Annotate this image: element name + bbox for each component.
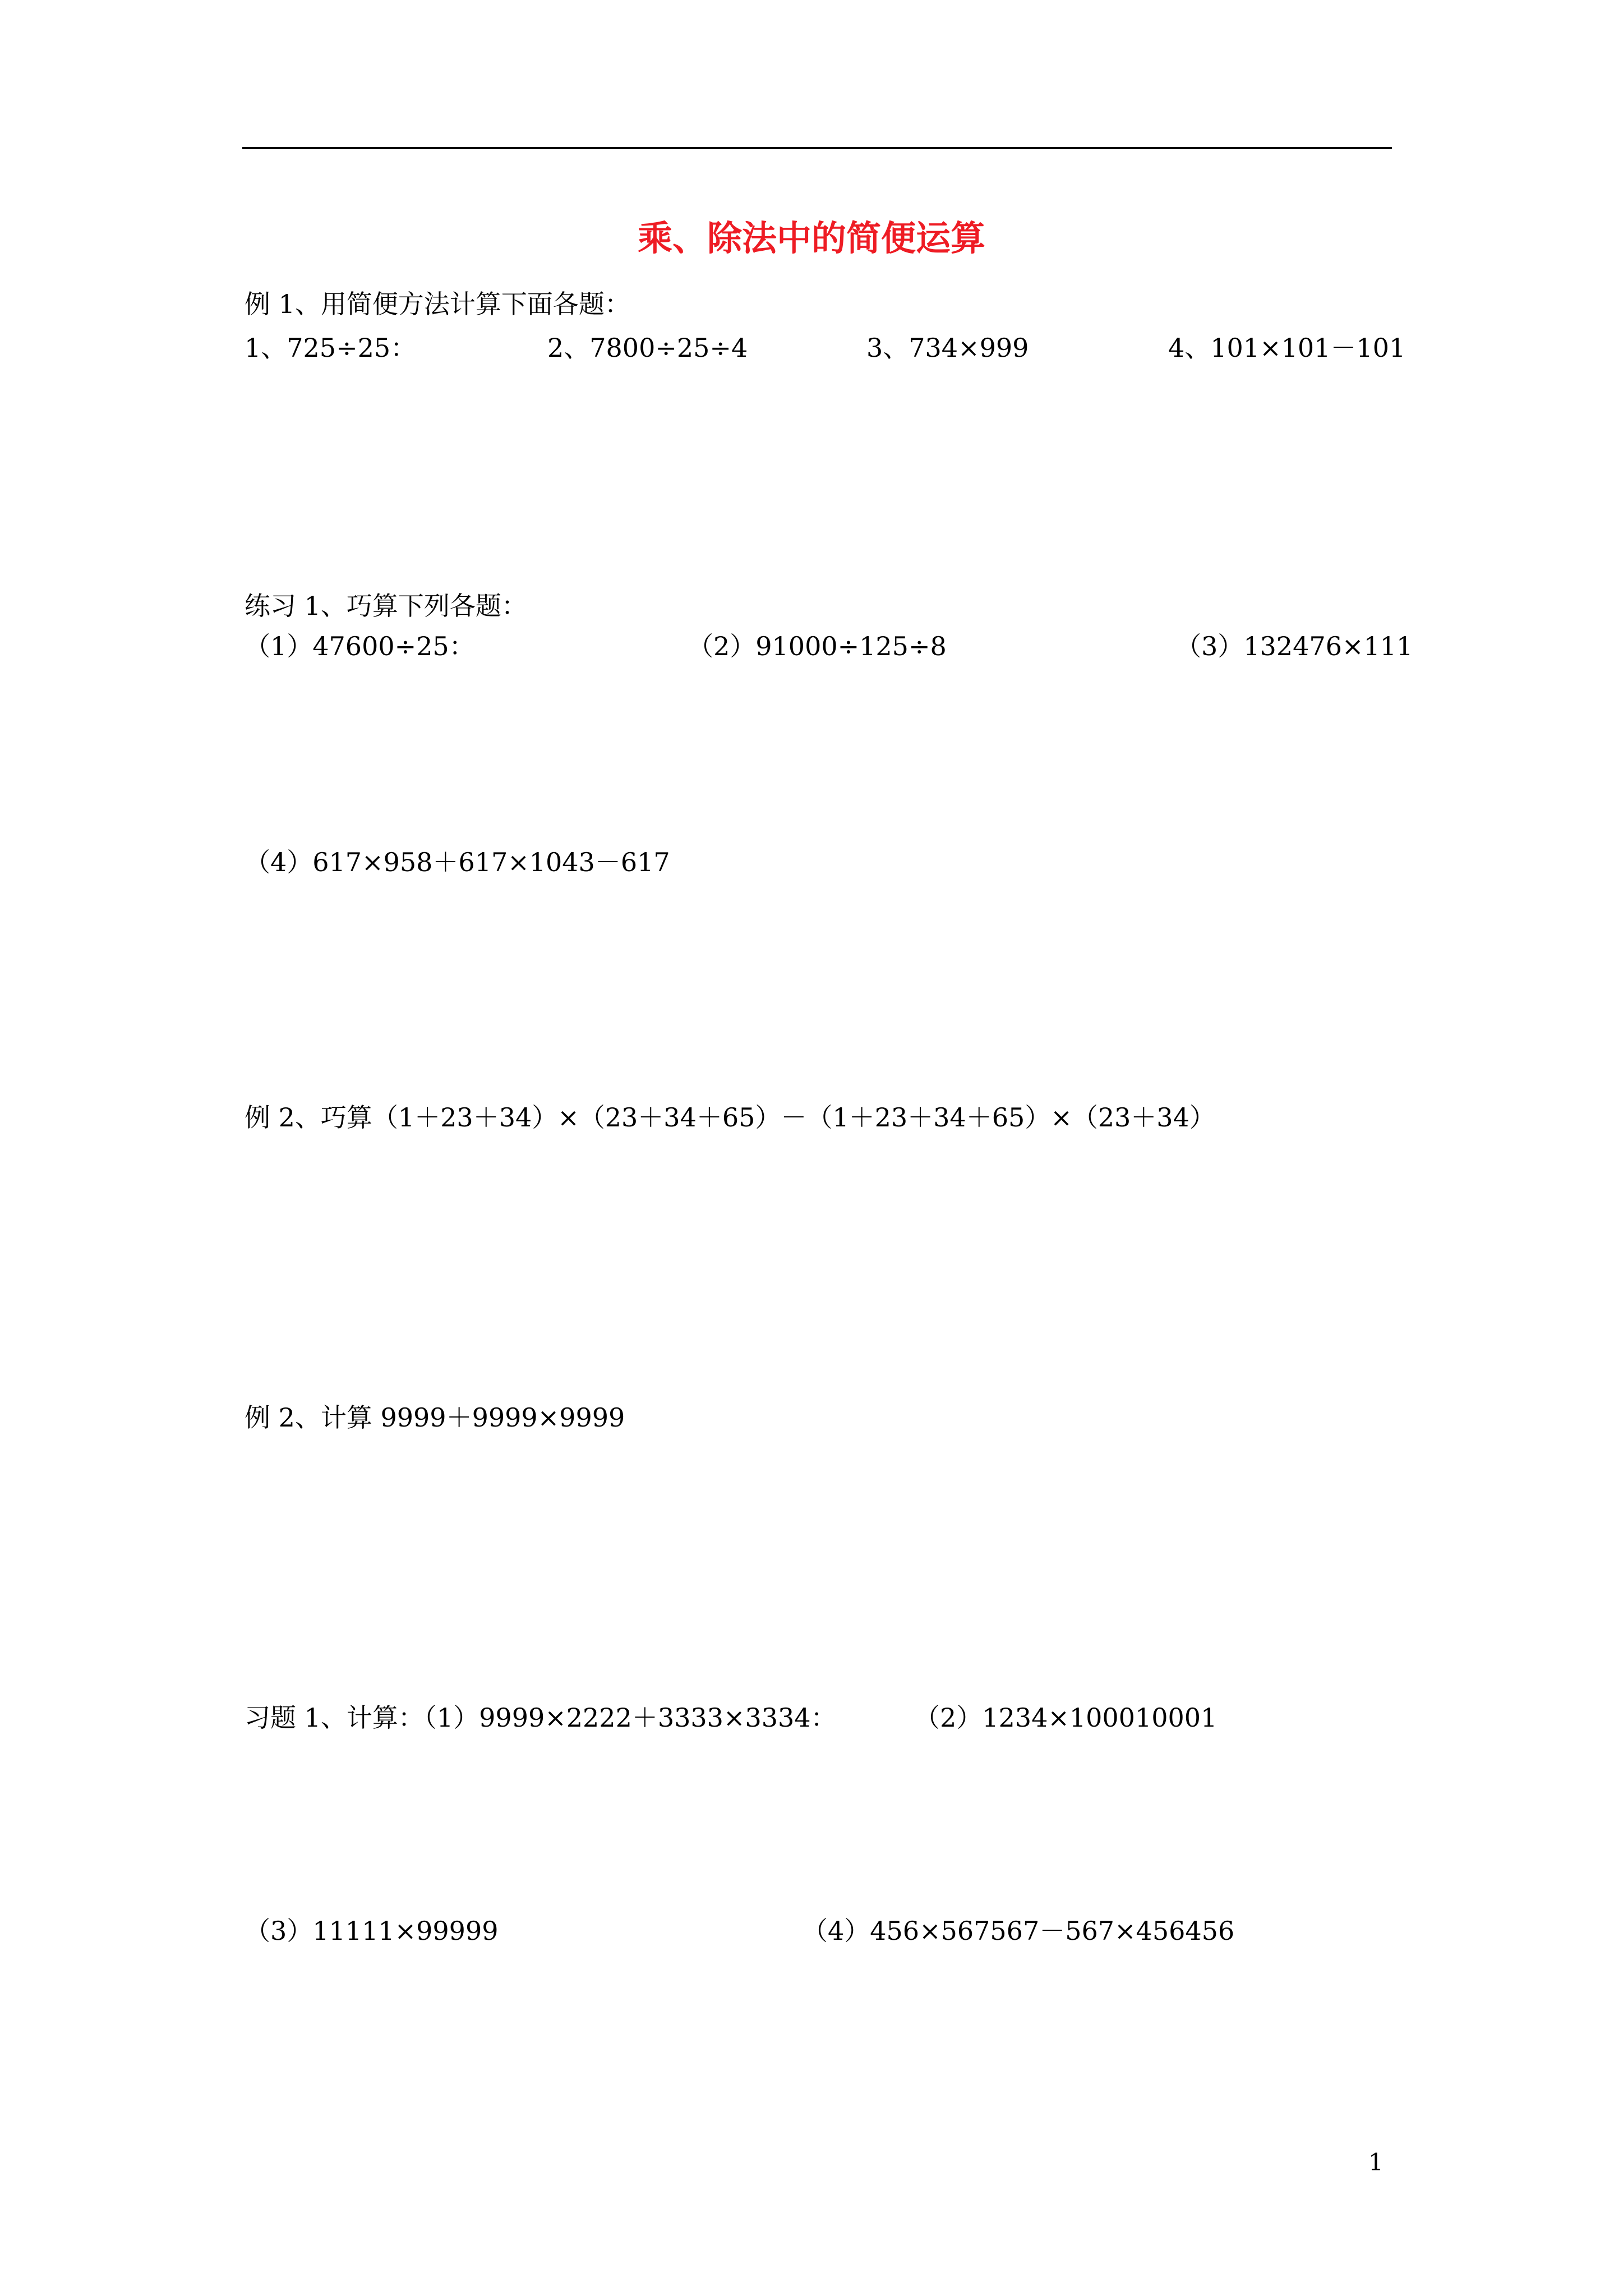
practice1-item-1: （1）47600÷25： (245, 631, 475, 661)
example1-item-4: 4、101×101－101 (1168, 333, 1406, 363)
practice1-heading: 练习 1、巧算下列各题： (245, 591, 527, 621)
page-number: 1 (1368, 2148, 1384, 2176)
example1-item-2: 2、7800÷25÷4 (547, 333, 748, 363)
exercise1-heading: 习题 1、计算：（1）9999×2222＋3333×3334： (245, 1703, 837, 1733)
header-rule (242, 147, 1392, 149)
example1-heading: 例 1、用简便方法计算下面各题： (245, 289, 630, 319)
practice1-item-4: （4）617×958＋617×1043－617 (245, 847, 670, 877)
exercise1-item-3: （3）11111×99999 (245, 1916, 499, 1946)
exercise1-item-4: （4）456×567567－567×456456 (802, 1916, 1235, 1946)
example2-expression: 例 2、巧算（1＋23＋34）×（23＋34＋65）－（1＋23＋34＋65）×（23＋34） (245, 1102, 1215, 1133)
example1-item-3: 3、734×999 (866, 333, 1029, 363)
example1-item-1: 1、725÷25： (245, 333, 417, 363)
practice1-item-2: （2）91000÷125÷8 (688, 631, 947, 661)
page-title: 乘、除法中的简便运算 (637, 218, 985, 259)
practice1-item-3: （3）132476×111 (1175, 631, 1413, 661)
example2-calculation: 例 2、计算 9999＋9999×9999 (245, 1402, 625, 1433)
exercise1-item-2: （2）1234×100010001 (914, 1703, 1218, 1733)
